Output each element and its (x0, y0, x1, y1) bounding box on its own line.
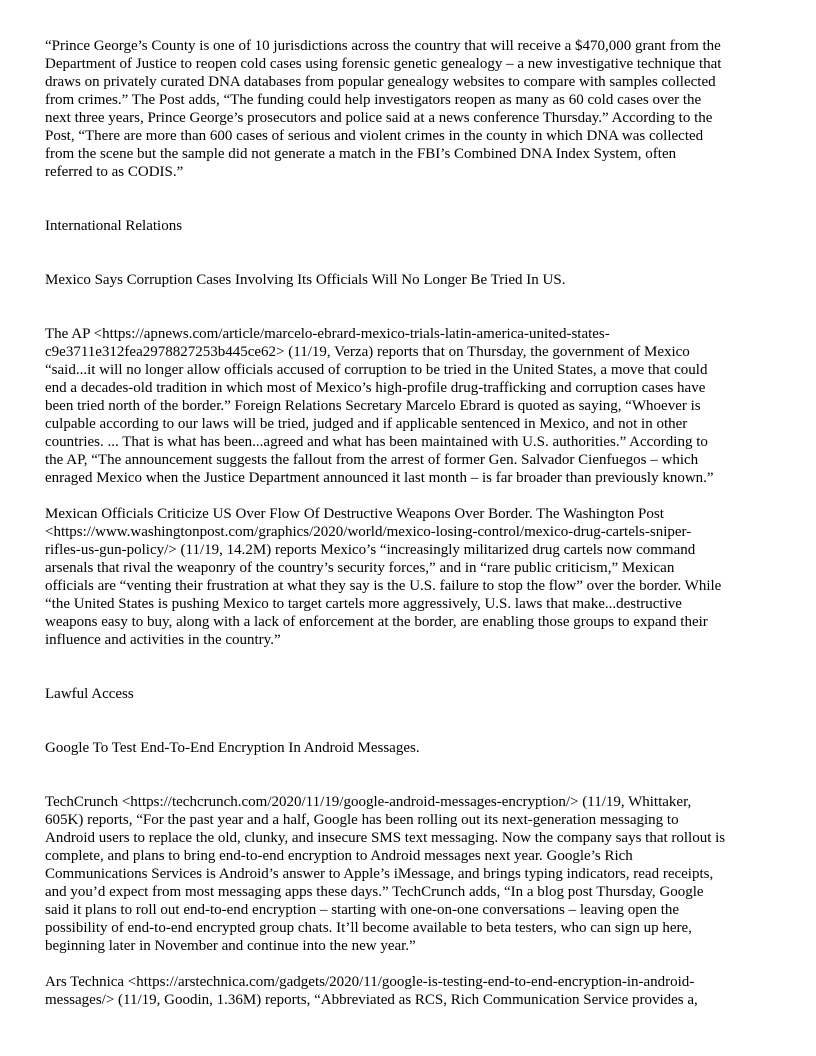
article-headline-google-encryption: Google To Test End-To-End Encryption In Android Messages. (45, 740, 420, 756)
article-headline-mexico-corruption: Mexico Says Corruption Cases Involving Its Officials Will No Longer Be Tried In US. (45, 272, 566, 288)
document-page (45, 37, 773, 1009)
section-heading-international-relations: International Relations (45, 218, 183, 234)
body-paragraph-dna-grant: “Prince George’s County is one of 10 jurisdictions across the country that will receive a $470,000 grant from the Department of Justice to reopen cold cases using forensic genetic genealogy – a new investigative technique that draws on privately curated DNA databases from popular genealogy websites to compare with samples collected from crimes.” The Post adds, “The funding could help investigators reopen as many as 60 cold cases over the next three years, Prince George’s prosecutors and police said at a news conference Thursday.” According to the Post, “There are more than 600 cases of serious and violent crimes in the county in which DNA was collected from the scene but the sample did not generate a match in the FBI’s Combined DNA Index System, often referred to as CODIS.” (45, 38, 722, 180)
body-paragraph-techcrunch: TechCrunch <https://techcrunch.com/2020/11/19/google-android-messages-encryption/> (11/19, Whittaker, 605K) reports, “For the past year and a half, Google has been rolling out its next-generation messaging to Android users to replace the old, clunky, and insecure SMS text messaging. Now the company says that rollout is complete, and plans to bring end-to-end encryption to Android messages next year. Google’s Rich Communications Services is Android’s answer to Apple’s iMessage, and brings typing indicators, read receipts, and you’d expect from most messaging apps these days.” TechCrunch adds, “In a blog post Thursday, Google said it plans to roll out end-to-end encryption – starting with one-on-one conversations – leaving open the possibility of end-to-end encrypted group chats. It’ll become available to beta testers, who can sign up here, beginning later in November and continue into the new year.” (45, 794, 726, 954)
section-heading-lawful-access: Lawful Access (45, 686, 134, 702)
body-paragraph-ap-mexico: The AP <https://apnews.com/article/marcelo-ebrard-mexico-trials-latin-america-united-states- c9e3711e312fea2978827253b445ce62> (11/19, Verza) reports that on Thursday, the government of Mexico “said...it will no longer allow officials accused of corruption to be tried in the United States, a move that could end a decades-old tradition in which most of Mexico’s high-profile drug-trafficking and corruption cases have been tried north of the border.” Foreign Relations Secretary Marcelo Ebrard is quoted as saying, “Whoever is culpable according to our laws will be tried, judged and if applicable sentenced in Mexico, and not in other countries. ... That is what has been...agreed and what has been maintained with U.S. authorities.” According to the AP, “The announcement suggests the fallout from the arrest of former Gen. Salvador Cienfuegos – which enraged Mexico when the Justice Department announced it last month – is far broader than previously known.” (45, 326, 714, 486)
body-paragraph-mexican-weapons: Mexican Officials Criticize US Over Flow Of Destructive Weapons Over Border. The Washington Post <https://www.washingtonpost.com/graphics/2020/world/mexico-losing-control/mexico-drug-cartels-sniper- rifles-us-gun-policy/> (11/19, 14.2M) reports Mexico’s “increasingly militarized drug cartels now command arsenals that rival the weaponry of the country’s security forces,” and in “rare public criticism,” Mexican officials are “venting their frustration at what they say is the U.S. failure to stop the flow” over the border. While “the United States is pushing Mexico to target cartels more aggressively, U.S. laws that make...destructive weapons easy to buy, along with a lack of enforcement at the border, are enabling those groups to expand their influence and activities in the country.” (45, 506, 722, 648)
body-paragraph-ars-technica: Ars Technica <https://arstechnica.com/gadgets/2020/11/google-is-testing-end-to-end-encryption-in-android- messages/> (11/19, Goodin, 1.36M) reports, “Abbreviated as RCS, Rich Communication Service provides a, (45, 974, 698, 1008)
